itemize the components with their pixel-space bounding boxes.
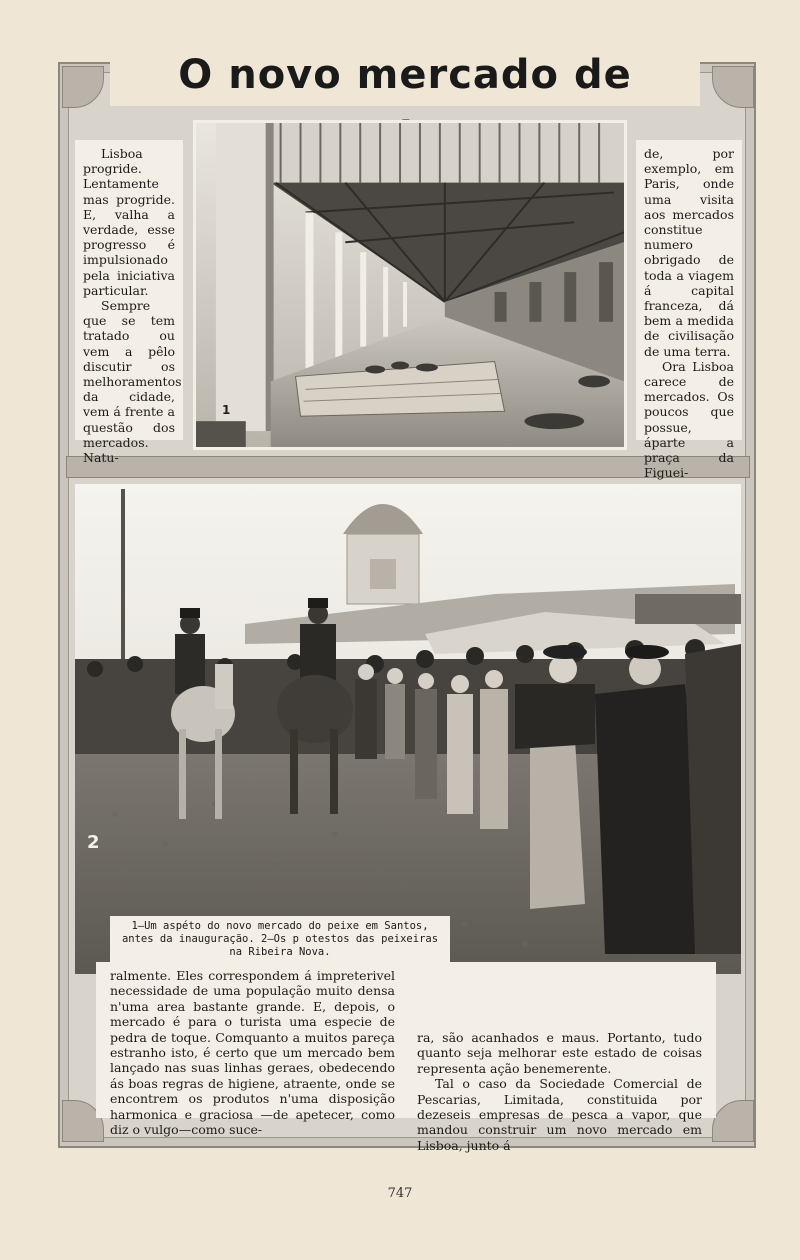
page-number: 747 [387,1186,413,1201]
market-interior-photo [193,120,627,450]
paragraph: ralmente. Eles correspondem á impreterivel necessidade de uma população muito densa n'uma area bastante grande. E, depois, o mercado é para o turista uma especie de pedra de toque. Comquanto a muitos pareça estranho isto, é certo que um mercado bem lançado nas suas linhas geraes, obedecendo ás boas regras de higiene, atraente, onde se encontrem os produtos n'uma disposição harmonica e graciosa —de apetecer, como diz o vulgo—como suce- [110,968,395,1138]
paragraph: ra, são acanhados e maus. Portanto, tudo quanto seja melhorar este estado de coisas representa ação benemerente. [417,1030,702,1076]
paragraph: de, por exemplo, em Paris, onde uma visita aos mercados constitue numero obrigado de toda a viagem á capital franceza, dá bem a medida de civilisação de uma terra. [644,146,734,359]
photo-caption [110,916,450,962]
right-text-column [636,140,742,481]
paragraph: Tal o caso da Sociedade Comercial de Pescarias, Limitada, constituida por dezeseis empresas de pesca a vapor, que mandou construir um novo mercado em Lisboa, junto á [417,1076,702,1153]
fishwives-protest-photo [75,484,741,974]
bottom-right-column [417,968,702,1153]
page-title: O novo mercado de [110,44,700,106]
paragraph: Sempre que se tem tratado ou vem a pêlo discutir os melhoramentos da cidade, vem á frente a questão dos mercados. Natu- [83,298,182,466]
market-interior-illustration [196,123,624,447]
caption-line: na Ribeira Nova. [229,946,331,958]
caption-line: 1—Um aspéto do novo mercado do peixe em Santos, [131,920,429,932]
bottom-text-block [96,962,716,1153]
photo-number: 1 [222,403,231,417]
street-scene-illustration [75,484,741,974]
bottom-left-column [110,968,395,1138]
left-text-column [75,140,183,466]
paragraph: Ora Lisboa carece de mercados. Os poucos que possue, áparte a praça da Figuei- [644,358,734,481]
photo-number: 2 [87,832,100,853]
paragraph: Lisboa progride. Lentamente mas progride. E, valha a verdade, esse progresso é impulsionado pela iniciativa particular. [83,146,175,298]
caption-line: antes da inauguração. 2—Os p otestos das peixeiras [121,933,439,945]
